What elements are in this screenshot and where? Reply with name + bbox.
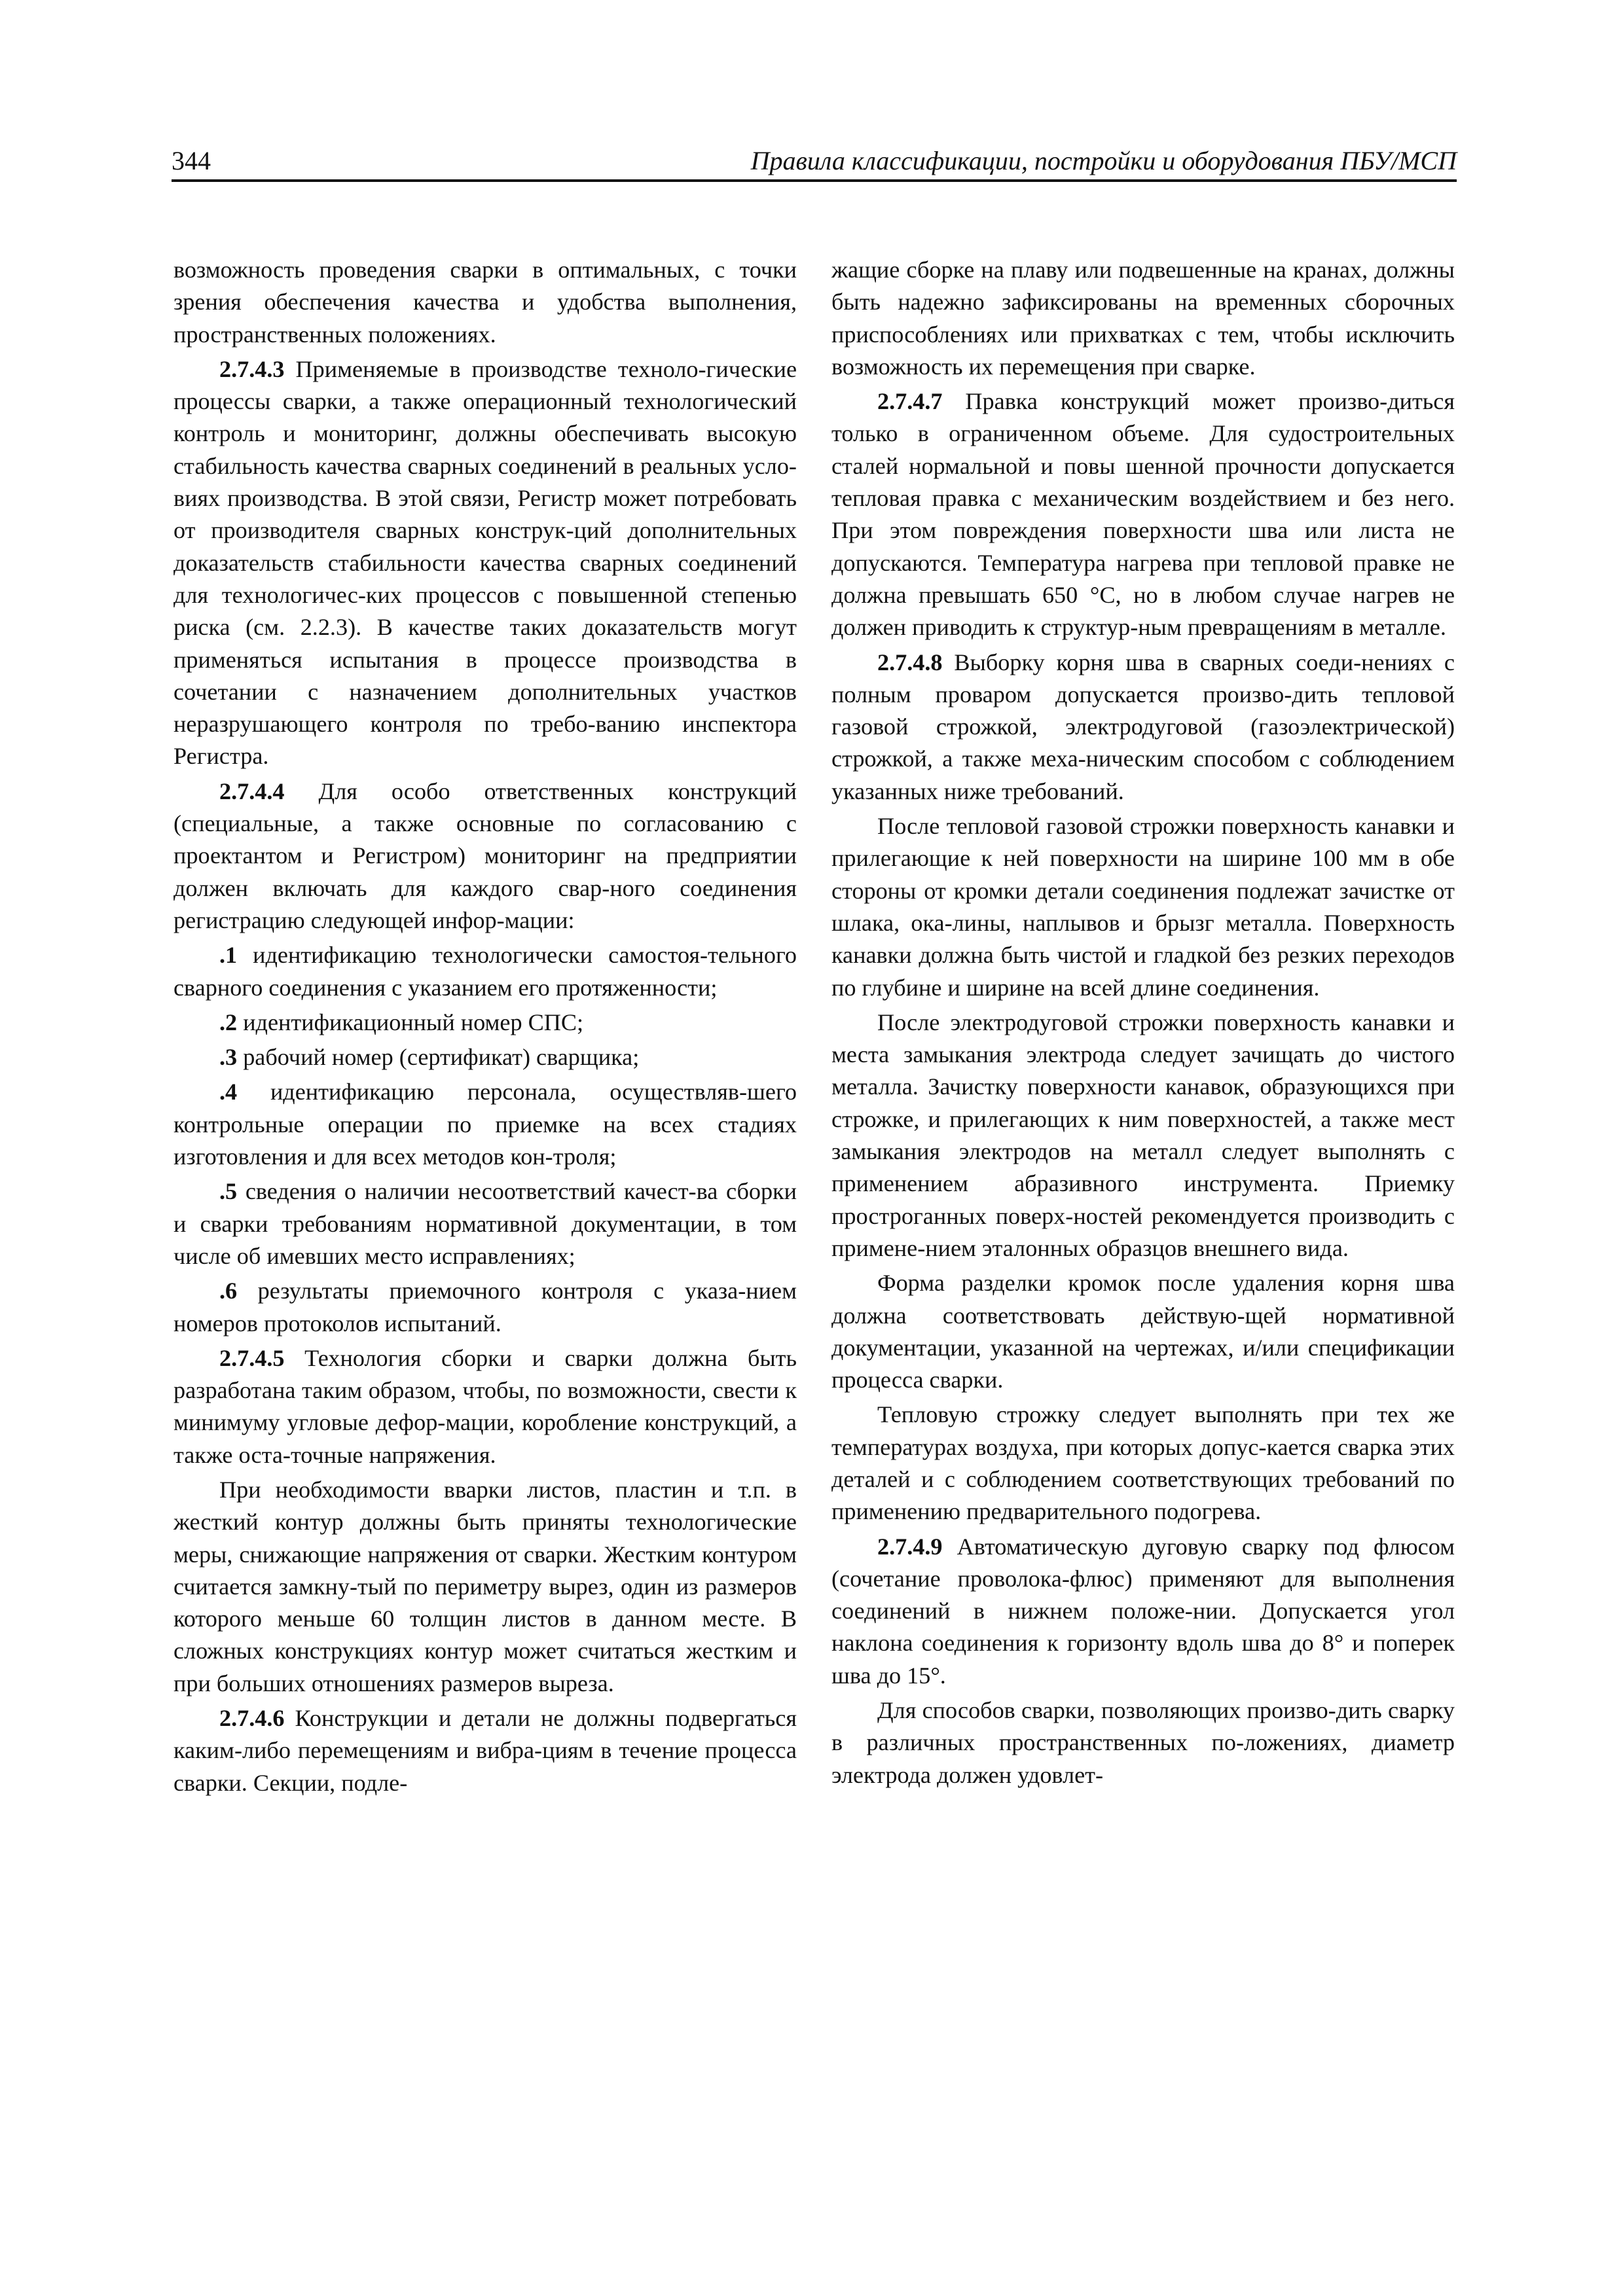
paragraph-text: После тепловой газовой строжки поверхность канавки и прилегающие к ней поверхности на ширине 100 мм в обе стороны от кромки детали соединения подлежат зачистке от шлака, ока-лины, наплывов и брызг металла. Поверхность канавки должна быть чистой и гладкой без резких переходов по глубине и ширине на всей длине соединения. bbox=[831, 813, 1455, 1001]
left-column bbox=[173, 254, 797, 1799]
page-header bbox=[172, 143, 1457, 182]
section-2-7-4-7 bbox=[831, 386, 1455, 643]
section-2-7-4-9 bbox=[831, 1531, 1455, 1692]
list-item-text: сведения о наличии несоответствий качест-ва сборки и сварки требованиям нормативной документации, в том числе об имевших место исправлениях; bbox=[173, 1178, 797, 1269]
list-item bbox=[173, 939, 797, 1004]
list-item bbox=[173, 1076, 797, 1173]
section-2-7-4-6 bbox=[173, 1702, 797, 1799]
section-2-7-4-4 bbox=[173, 776, 797, 937]
list-item-text: результаты приемочного контроля с указа-нием номеров протоколов испытаний. bbox=[173, 1278, 797, 1336]
list-item bbox=[173, 1041, 797, 1073]
paragraph-text: Правка конструкций может произво-диться только в ограниченном объеме. Для судостроительных сталей нормальной и повы шенной прочности допускается тепловая правка с механическим воздействием и без него. При этом повреждения поверхности шва или листа не допускаются. Температура нагрева при тепловой правке не должна превышать 650 °С, но в любом случае нагрев не должен приводить к структур-ным превращениям в металле. bbox=[831, 388, 1455, 641]
paragraph-text: Для особо ответственных конструкций (специальные, а также основные по согласованию с проектантом и Регистром) мониторинг на предприятии должен включать для каждого свар-ного соединения регистрацию следующей инфор-мации: bbox=[173, 778, 797, 933]
paragraph-text: Выборку корня шва в сварных соеди-нениях с полным проваром допускается произво-дить тепловой газовой строжкой, электродуговой (газоэлектрической) строжкой, а также меха-ническим способом с соблюдением указанных ниже требований. bbox=[831, 649, 1455, 804]
right-column bbox=[831, 254, 1455, 1791]
paragraph bbox=[831, 1695, 1455, 1791]
paragraph bbox=[831, 254, 1455, 383]
paragraph-text: Технология сборки и сварки должна быть разработана таким образом, чтобы, по возможности, свести к минимуму угловые дефор-мации, коробление конструкций, а также оста-точные напряжения. bbox=[173, 1344, 797, 1468]
paragraph bbox=[831, 1399, 1455, 1528]
paragraph-text: После электродуговой строжки поверхность канавки и места замыкания электрода следует зачищать до чистого металла. Зачистку поверхности канавок, образующихся при строжке, и прилегающих к ним поверхностей, а также мест замыкания электродов на металл следует выполнять с применением абразивного инструмента. Приемку прострoганных поверх-ностей рекомендуется производить с примене-нием эталонных образцов внешнего вида. bbox=[831, 1009, 1455, 1261]
paragraph bbox=[831, 810, 1455, 1004]
paragraph-text: Форма разделки кромок после удаления корня шва должна соответствовать действую-щей нормативной документации, указанной на чертежах, и/или спецификации процесса сварки. bbox=[831, 1270, 1455, 1393]
list-item bbox=[173, 1007, 797, 1039]
section-number: 2.7.4.8 bbox=[877, 649, 943, 675]
section-2-7-4-3 bbox=[173, 353, 797, 773]
paragraph bbox=[831, 1007, 1455, 1265]
list-item-text: идентификационный номер СПС; bbox=[237, 1009, 584, 1035]
list-item-text: идентификацию персонала, осуществляв-шего контрольные операции по приемке на всех стадиях изготовления и для всех методов кон-троля; bbox=[173, 1079, 797, 1170]
paragraph bbox=[173, 1474, 797, 1700]
paragraph-text: Автоматическую дуговую сварку под флюсом (сочетание проволока-флюс) применяют для выполнения соединений в нижнем положе-нии. Допускается угол наклона соединения к горизонту вдоль шва до 8° и поперек шва до 15°. bbox=[831, 1533, 1455, 1689]
section-number: 2.7.4.5 bbox=[219, 1344, 285, 1371]
list-item-number: .2 bbox=[219, 1009, 238, 1035]
section-number: 2.7.4.7 bbox=[877, 388, 943, 415]
list-item bbox=[173, 1175, 797, 1272]
paragraph-text: Конструкции и детали не должны подвергаться каким-либо перемещениям и вибра-циям в течение процесса сварки. Секции, подле- bbox=[173, 1705, 797, 1796]
section-2-7-4-5 bbox=[173, 1342, 797, 1471]
paragraph-text: Для способов сварки, позволяющих произво-дить сварку в различных пространственных по-ложениях, диаметр электрода должен удовлет- bbox=[831, 1697, 1455, 1788]
list-item-number: .1 bbox=[219, 942, 238, 969]
list-item-number: .4 bbox=[219, 1079, 238, 1105]
paragraph-text: Тепловую строжку следует выполнять при тех же температурах воздуха, при которых допус-кается сварка этих деталей и с соблюдением соответствующих требований по применению предварительного подогрева. bbox=[831, 1401, 1455, 1525]
list-item-text: рабочий номер (сертификат) сварщика; bbox=[237, 1044, 640, 1071]
section-number: 2.7.4.9 bbox=[877, 1533, 943, 1560]
page-number: 344 bbox=[172, 146, 211, 175]
paragraph-text: жащие сборке на плаву или подвешенные на кранах, должны быть надежно зафиксированы на временных сборочных приспособлениях или прихватках с тем, чтобы исключить возможность их перемещения при сварке. bbox=[831, 257, 1455, 380]
paragraph bbox=[831, 1267, 1455, 1396]
paragraph-text: возможность проведения сварки в оптимальных, с точки зрения обеспечения качества и удобства выполнения, пространственных положениях. bbox=[173, 257, 797, 348]
list-item-number: .5 bbox=[219, 1178, 238, 1205]
list-item-text: идентификацию технологически самостоя-тельного сварного соединения с указанием его протяженности; bbox=[173, 942, 797, 1001]
paragraph-text: Применяемые в производстве техноло-гические процессы сварки, а также операционный технологический контроль и мониторинг, должны обеспечивать высокую стабильность качества сварных соединений в реальных усло-виях производства. В этой связи, Регистр может потребовать от производителя сварных конструк-ций дополнительных доказательств стабильности качества сварных соединений для технологичес-ких процессов с повышенной степенью риска (см. 2.2.3). В качестве таких доказательств могут применяться испытания в процессе производства в сочетании с назначением дополнительных участков неразрушающего контроля по требо-ванию инспектора Регистра. bbox=[173, 355, 797, 770]
list-item-number: .3 bbox=[219, 1044, 238, 1071]
list-item-number: .6 bbox=[219, 1278, 238, 1304]
paragraph-text: При необходимости вварки листов, пластин и т.п. в жесткий контур должны быть приняты технологические меры, снижающие напряжения от сварки. Жестким контуром считается замкну-тый по периметру вырез, один из размеров которого меньше 60 толщин листов в данном месте. В сложных конструкциях контур может считаться жестким и при больших отношениях размеров выреза. bbox=[173, 1476, 797, 1696]
section-number: 2.7.4.6 bbox=[219, 1705, 285, 1732]
section-2-7-4-8 bbox=[831, 647, 1455, 808]
paragraph bbox=[173, 254, 797, 351]
section-number: 2.7.4.4 bbox=[219, 778, 285, 804]
list-item bbox=[173, 1275, 797, 1340]
running-title: Правила классификации, постройки и оборудования ПБУ/МСП bbox=[750, 146, 1457, 175]
section-number: 2.7.4.3 bbox=[219, 355, 285, 382]
